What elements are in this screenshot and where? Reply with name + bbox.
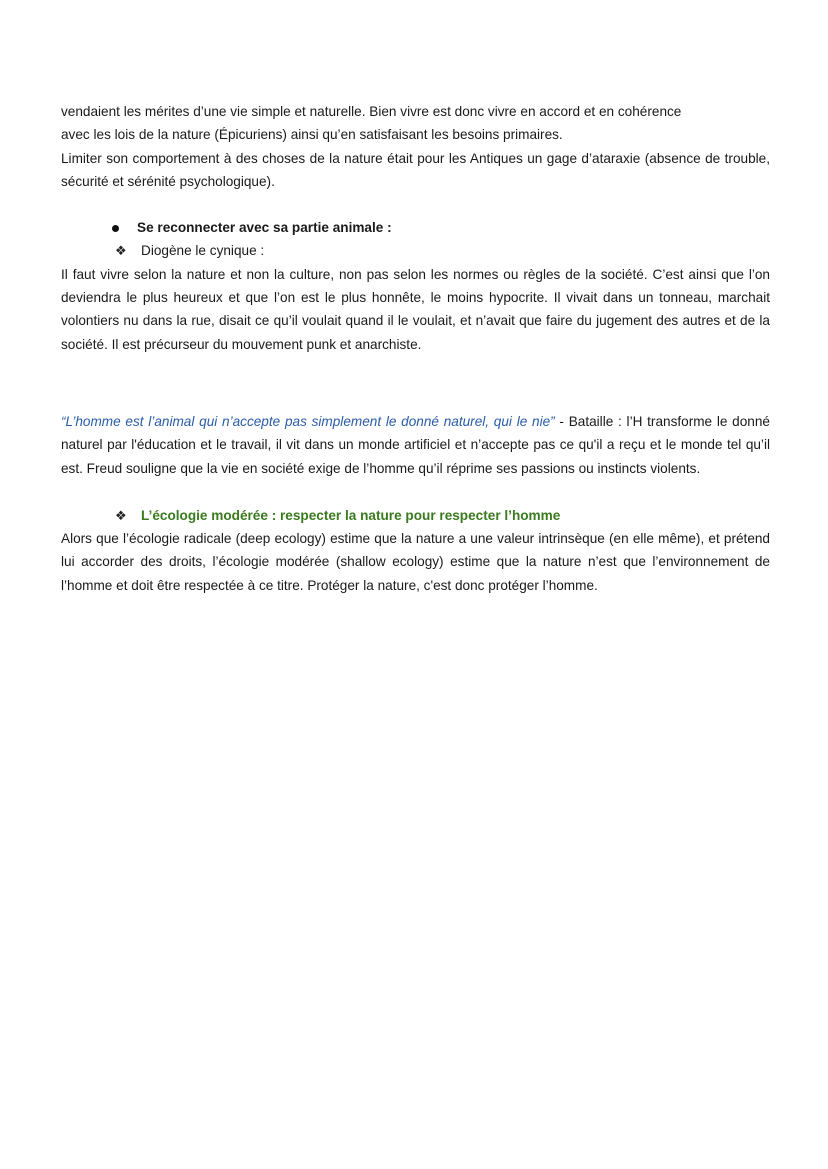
bataille-quote: “L’homme est l’animal qui n’accepte pas simplement le donné naturel, qui le nie” — [61, 413, 555, 429]
bullet-icon — [111, 216, 137, 239]
spacer — [61, 356, 770, 387]
diamond-bullet-icon: ❖ — [115, 507, 127, 523]
spacer — [61, 387, 770, 410]
paragraph-ecologie: Alors que l’écologie radicale (deep ecology) estime que la nature a une valeur intrinsèque (en elle même), et prétend lui accorder des droits, l’écologie modérée (shallow ecology) estime que la nature n’est que l’environnement de l’homme et doit être respectée à ce titre. Protéger la nature, c'est donc protéger l’homme. — [61, 531, 770, 593]
spacer — [61, 480, 770, 504]
subheading-diogene-text: Diogène le cynique : — [141, 243, 265, 259]
paragraph-intro-line1: vendaient les mérites d’une vie simple et naturelle. Bien vivre est donc vivre en accord et en cohérence — [61, 104, 682, 119]
paragraph-ataraxie: Limiter son comportement à des choses de la nature était pour les Antiques un gage d’ataraxie (absence de trouble, sécurité et sérénité psychologique). — [61, 150, 770, 189]
bataille-body: - Bataille : l’H transforme le donné naturel par l'éducation et le travail, il vit dans un monde artificiel et n’accepte pas ce qu'il a reçu et le monde tel qu’il est. Freud souligne que la vie en société exige de l’homme qu’il réprime ses passions ou instincts violents. — [61, 413, 770, 476]
spacer — [61, 193, 770, 216]
paragraph-intro-line2: avec les lois de la nature (Épicuriens) ainsi qu’en satisfaisant les besoins primaires. — [61, 127, 563, 143]
subheading-diogene — [61, 239, 770, 262]
paragraph-diogene: Il faut vivre selon la nature et non la culture, non pas selon les normes ou règles de la société. C’est ainsi que l’on deviendra le plus heureux et que l’on est le plus honnête, le moins hypocrite. Il vivait dans un tonneau, marchait volontiers nu dans la rue, disait ce qu’il voulait quand il le voulait, et n’avait que faire du jugement des autres et de la société. Il est précurseur du mouvement punk et anarchiste. — [61, 266, 770, 352]
diamond-bullet-icon: ❖ — [115, 243, 127, 259]
heading-animal — [61, 216, 770, 239]
heading-animal-text: Se reconnecter avec sa partie animale : — [137, 220, 392, 236]
paragraph-bataille — [61, 410, 770, 480]
heading-ecologie — [61, 504, 770, 527]
heading-ecologie-text: L’écologie modérée : respecter la nature pour respecter l’homme — [141, 507, 561, 523]
